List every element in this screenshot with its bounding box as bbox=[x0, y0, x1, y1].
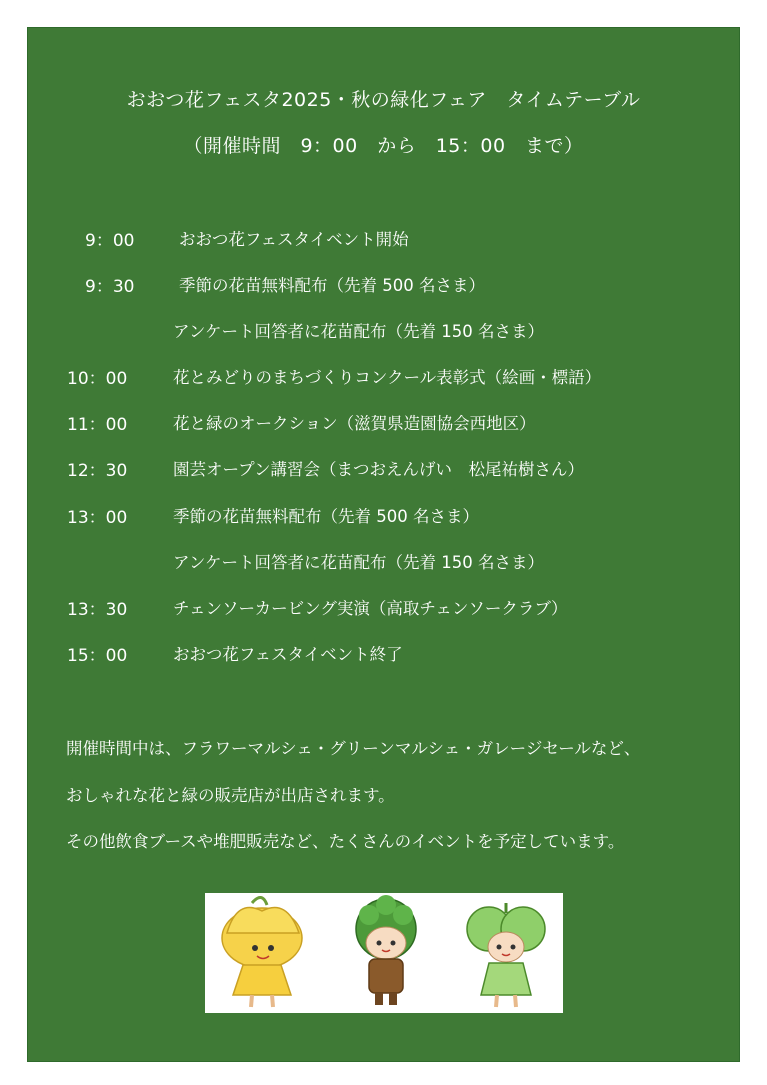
schedule-time: 13：00 bbox=[67, 508, 128, 528]
schedule-event: アンケート回答者に花苗配布（先着 150 名さま） bbox=[173, 553, 544, 572]
schedule-event: 園芸オープン講習会（まつおえんげい 松尾祐樹さん） bbox=[173, 460, 585, 479]
schedule-event: チェンソーカービング実演（高取チェンソークラブ） bbox=[173, 599, 568, 618]
info-note: その他飲食ブースや堆肥販売など、たくさんのイベントを予定しています。 bbox=[66, 832, 625, 851]
schedule-event: アンケート回答者に花苗配布（先着 150 名さま） bbox=[173, 322, 544, 341]
schedule-event: 花とみどりのまちづくりコンクール表彰式（絵画・標語） bbox=[173, 368, 602, 387]
clover-mascot-icon bbox=[451, 893, 561, 1013]
info-note: 開催時間中は、フラワーマルシェ・グリーンマルシェ・ガレージセールなど、 bbox=[66, 739, 641, 758]
schedule-event: 花と緑のオークション（滋賀県造園協会西地区） bbox=[173, 414, 536, 433]
leaf-mascot-icon bbox=[331, 893, 441, 1013]
flyer-title: おおつ花フェスタ2025・秋の緑化フェア タイムテーブル bbox=[126, 89, 641, 111]
schedule-event: 季節の花苗無料配布（先着 500 名さま） bbox=[179, 276, 485, 295]
schedule-time: 11：00 bbox=[67, 415, 128, 435]
schedule-event: 季節の花苗無料配布（先着 500 名さま） bbox=[173, 507, 479, 526]
info-note: おしゃれな花と緑の販売店が出店されます。 bbox=[66, 786, 395, 805]
schedule-event: おおつ花フェスタイベント開始 bbox=[179, 230, 409, 249]
schedule-time: 13：30 bbox=[67, 600, 128, 620]
schedule-time: 9：00 bbox=[85, 231, 135, 251]
schedule-time: 9：30 bbox=[85, 277, 135, 297]
flyer-panel bbox=[27, 27, 740, 1062]
schedule-time: 12：30 bbox=[67, 461, 128, 481]
schedule-time: 10：00 bbox=[67, 369, 128, 389]
opening-hours: （開催時間 9：00 から 15：00 まで） bbox=[183, 135, 584, 157]
mascot-illustration bbox=[205, 893, 563, 1013]
schedule-event: おおつ花フェスタイベント終了 bbox=[173, 645, 403, 664]
schedule-time: 15：00 bbox=[67, 646, 128, 666]
flower-mascot-icon bbox=[207, 893, 317, 1013]
